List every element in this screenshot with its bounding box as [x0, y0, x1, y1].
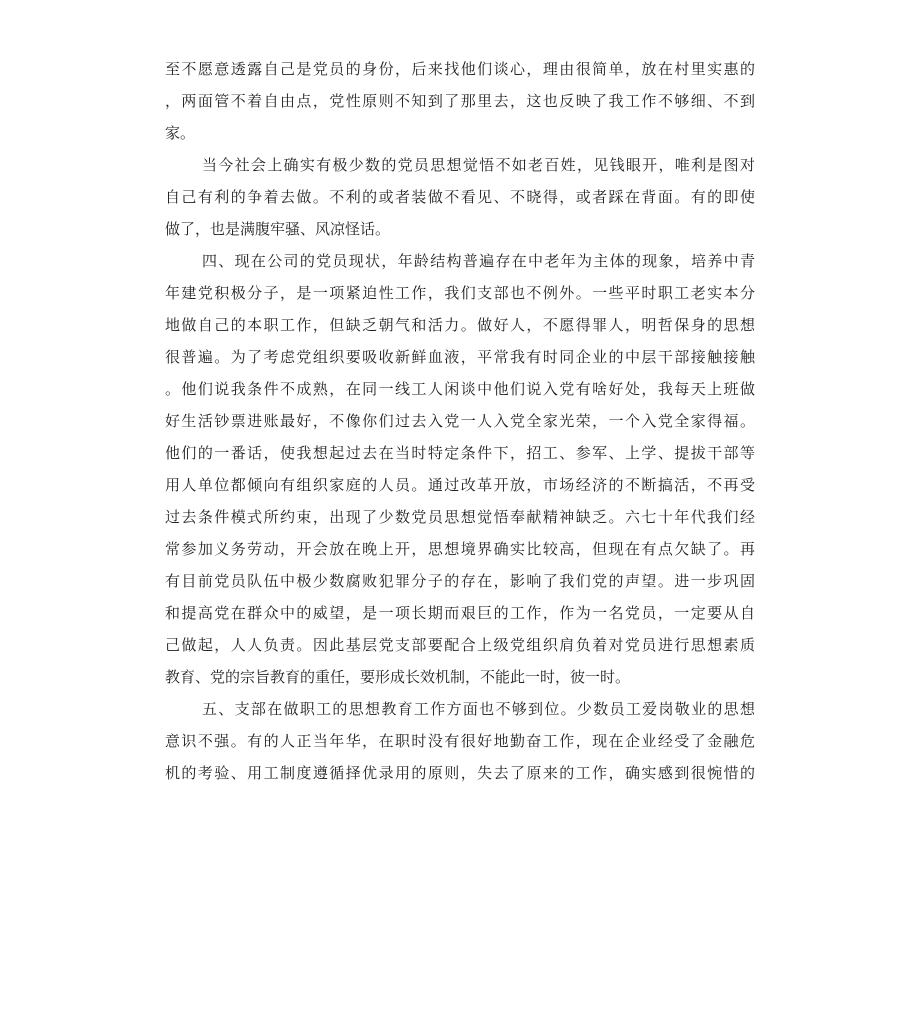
body-text [165, 53, 755, 789]
text-line: 年建党积极分子，是一项紧迫性工作，我们支部也不例外。一些平时职工老实本分 [165, 284, 755, 302]
text-line: 意识不强。有的人正当年华，在职时没有很好地勤奋工作，现在企业经受了金融危 [165, 732, 755, 750]
text-line: 四、现在公司的党员现状，年龄结构普遍存在中老年为主体的现象，培养中青 [202, 252, 755, 270]
text-line: 过去条件模式所约束，出现了少数党员思想觉悟奉献精神缺乏。六七十年代我们经 [165, 508, 755, 526]
text-line: 做了，也是满腹牢骚、风凉怪话。 [165, 220, 391, 238]
text-line: 自己有利的争着去做。不利的或者装做不看见、不晓得，或者踩在背面。有的即使 [165, 188, 755, 206]
text-line: 己做起，人人负责。因此基层党支部要配合上级党组织肩负着对党员进行思想素质 [165, 636, 755, 654]
text-line: 五、支部在做职工的思想教育工作方面也不够到位。少数员工爱岗敬业的思想 [202, 700, 755, 718]
text-line: 当今社会上确实有极少数的党员思想觉悟不如老百姓，见钱眼开，唯利是图对 [202, 156, 755, 174]
text-line: 家。 [165, 124, 196, 142]
text-line: ，两面管不着自由点，党性原则不知到了那里去，这也反映了我工作不够细、不到 [165, 92, 755, 110]
text-line: 他们的一番话，使我想起过去在当时特定条件下，招工、参军、上学、提拔干部等 [165, 444, 755, 462]
text-line: 地做自己的本职工作，但缺乏朝气和活力。做好人，不愿得罪人，明哲保身的思想 [165, 316, 755, 334]
text-line: 。他们说我条件不成熟，在同一线工人闲谈中他们说入党有啥好处，我每天上班做 [165, 380, 755, 398]
text-line: 用人单位都倾向有组织家庭的人员。通过改革开放，市场经济的不断搞活，不再受 [165, 476, 755, 494]
text-line: 很普遍。为了考虑党组织要吸收新鲜血液，平常我有时同企业的中层干部接触接触 [165, 348, 755, 366]
text-line: 教育、党的宗旨教育的重任，要形成长效机制，不能此一时，彼一时。 [165, 668, 631, 686]
text-line: 常参加义务劳动，开会放在晚上开，思想境界确实比较高，但现在有点欠缺了。再 [165, 540, 755, 558]
text-line: 机的考验、用工制度遵循择优录用的原则，失去了原来的工作，确实感到很惋惜的 [165, 764, 755, 782]
text-line: 至不愿意透露自己是党员的身份，后来找他们谈心，理由很简单，放在村里实惠的 [165, 60, 755, 78]
text-line: 有目前党员队伍中极少数腐败犯罪分子的存在，影响了我们党的声望。进一步巩固 [165, 572, 755, 590]
text-line: 好生活钞票进账最好，不像你们过去入党一人入党全家光荣，一个入党全家得福。 [165, 412, 755, 430]
text-line: 和提高党在群众中的威望，是一项长期而艰巨的工作，作为一名党员，一定要从自 [165, 604, 755, 622]
